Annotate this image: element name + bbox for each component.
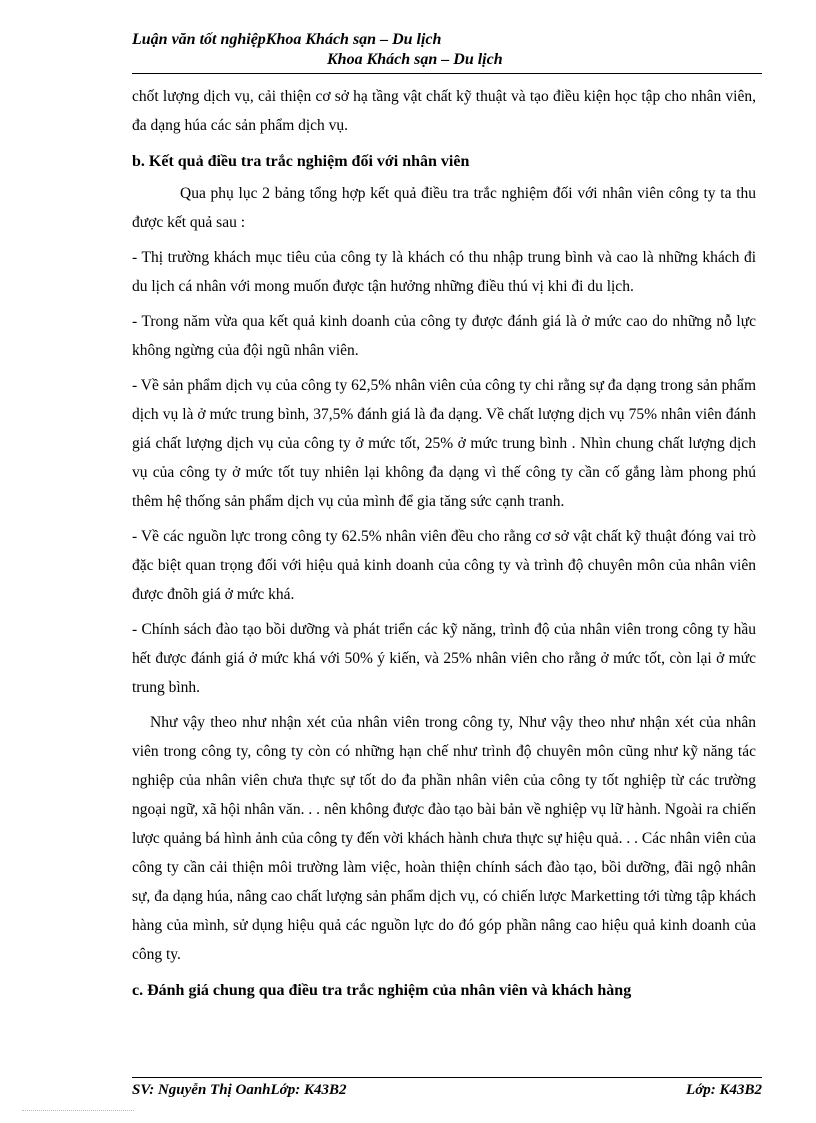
header-line-2: Khoa Khách sạn – Du lịch [327,51,503,68]
section-heading-c: c. Đánh giá chung qua điều tra trắc nghiệm của nhân viên và khách hàng [132,982,632,999]
paragraph-intro: chốt lượng dịch vụ, cải thiện cơ sở hạ tầng vật chất kỹ thuật và tạo điều kiện học tập cho nhân viên, đa dạng húa các sản phẩm dịch vụ. [132,88,756,134]
section-heading-b: b. Kết quả điều tra trắc nghiệm đối với nhân viên [132,153,470,170]
bullet-training-policy: - Chính sách đào tạo bồi dưỡng và phát triển các kỹ năng, trình độ của nhân viên trong công ty hầu hết được đánh giá ở mức khá với 50% ý kiến, và 25% nhân viên cho rằng ở mức tốt, còn lại ở mức trung bình. [132,621,756,696]
footer-student: SV: Nguyễn Thị OanhLớp: K43B2 [132,1082,347,1098]
footer-divider [132,1077,762,1078]
page-header [132,30,762,70]
paragraph-summary: Như vậy theo như nhận xét của nhân viên trong công ty, Như vậy theo như nhận xét của nhân viên trong công ty, công ty còn có những hạn chế như trình độ chuyên môn cũng như kỹ năng tác nghiệp của nhân viên chưa thực sự tốt do đa phần nhân viên của công ty tốt nghiệp từ các trường ngoại ngữ, xã hội nhân văn. . . nên không được đào tạo bài bản về nghiệp vụ lữ hành. Ngoài ra chiến lược quảng bá hình ảnh của công ty đến vời khách hành chưa thực sự hiệu quả. . . Các nhân viên của công ty cần cải thiện môi trường làm việc, hoàn thiện chính sách đào tạo, bồi dưỡng, đãi ngộ nhân sự, đa dạng húa, nâng cao chất lượng sản phẩm dịch vụ, có chiến lược Marketting tới từng tập khách hàng của mình, sử dụng hiệu quả các nguồn lực do đó góp phần nâng cao hiệu quả kinh doanh của công ty. [132,714,756,963]
document-body [132,82,756,1008]
footer-class: Lớp: K43B2 [686,1082,762,1098]
bullet-products-services: - Về sản phẩm dịch vụ của công ty 62,5% nhân viên của công ty chi rằng sự đa dạng trong sản phẩm dịch vụ là ở mức trung bình, 37,5% đánh giá là đa dạng. Về chất lượng dịch vụ 75% nhân viên đánh giá chất lượng dịch vụ của công ty ở mức tốt, 25% ở mức trung bình . Nhìn chung chất lượng dịch vụ của công ty ở mức tốt tuy nhiên lại không đa dạng vì thế công ty cần cố gắng làm phong phú thêm hệ thống sản phẩm dịch vụ của mình để gia tăng sức cạnh tranh. [132,377,756,510]
header-divider [132,73,762,74]
bullet-target-market: - Thị trường khách mục tiêu của công ty là khách có thu nhập trung bình và cao là những khách đi du lịch cá nhân với mong muốn được tận hưởng những điều thú vị khi đi du lịch. [132,249,756,295]
bullet-resources: - Về các nguồn lực trong công ty 62.5% nhân viên đều cho rằng cơ sở vật chất kỹ thuật đóng vai trò đặc biệt quan trọng đối với hiệu quả kinh doanh của công ty và trình độ chuyên môn của nhân viên được đnõh giá ở mức khá. [132,528,756,603]
bullet-business-result: - Trong năm vừa qua kết quả kinh doanh của công ty được đánh giá là ở mức cao do những nỗ lực không ngừng của đội ngũ nhân viên. [132,313,756,359]
page-edge-marker [22,1110,134,1111]
header-line-1: Luận văn tốt nghiệpKhoa Khách sạn – Du lịch [132,31,442,48]
paragraph-employee-survey: Qua phụ lục 2 bảng tổng hợp kết quả điều tra trắc nghiệm đối với nhân viên công ty ta thu được kết quả sau : [132,185,756,231]
